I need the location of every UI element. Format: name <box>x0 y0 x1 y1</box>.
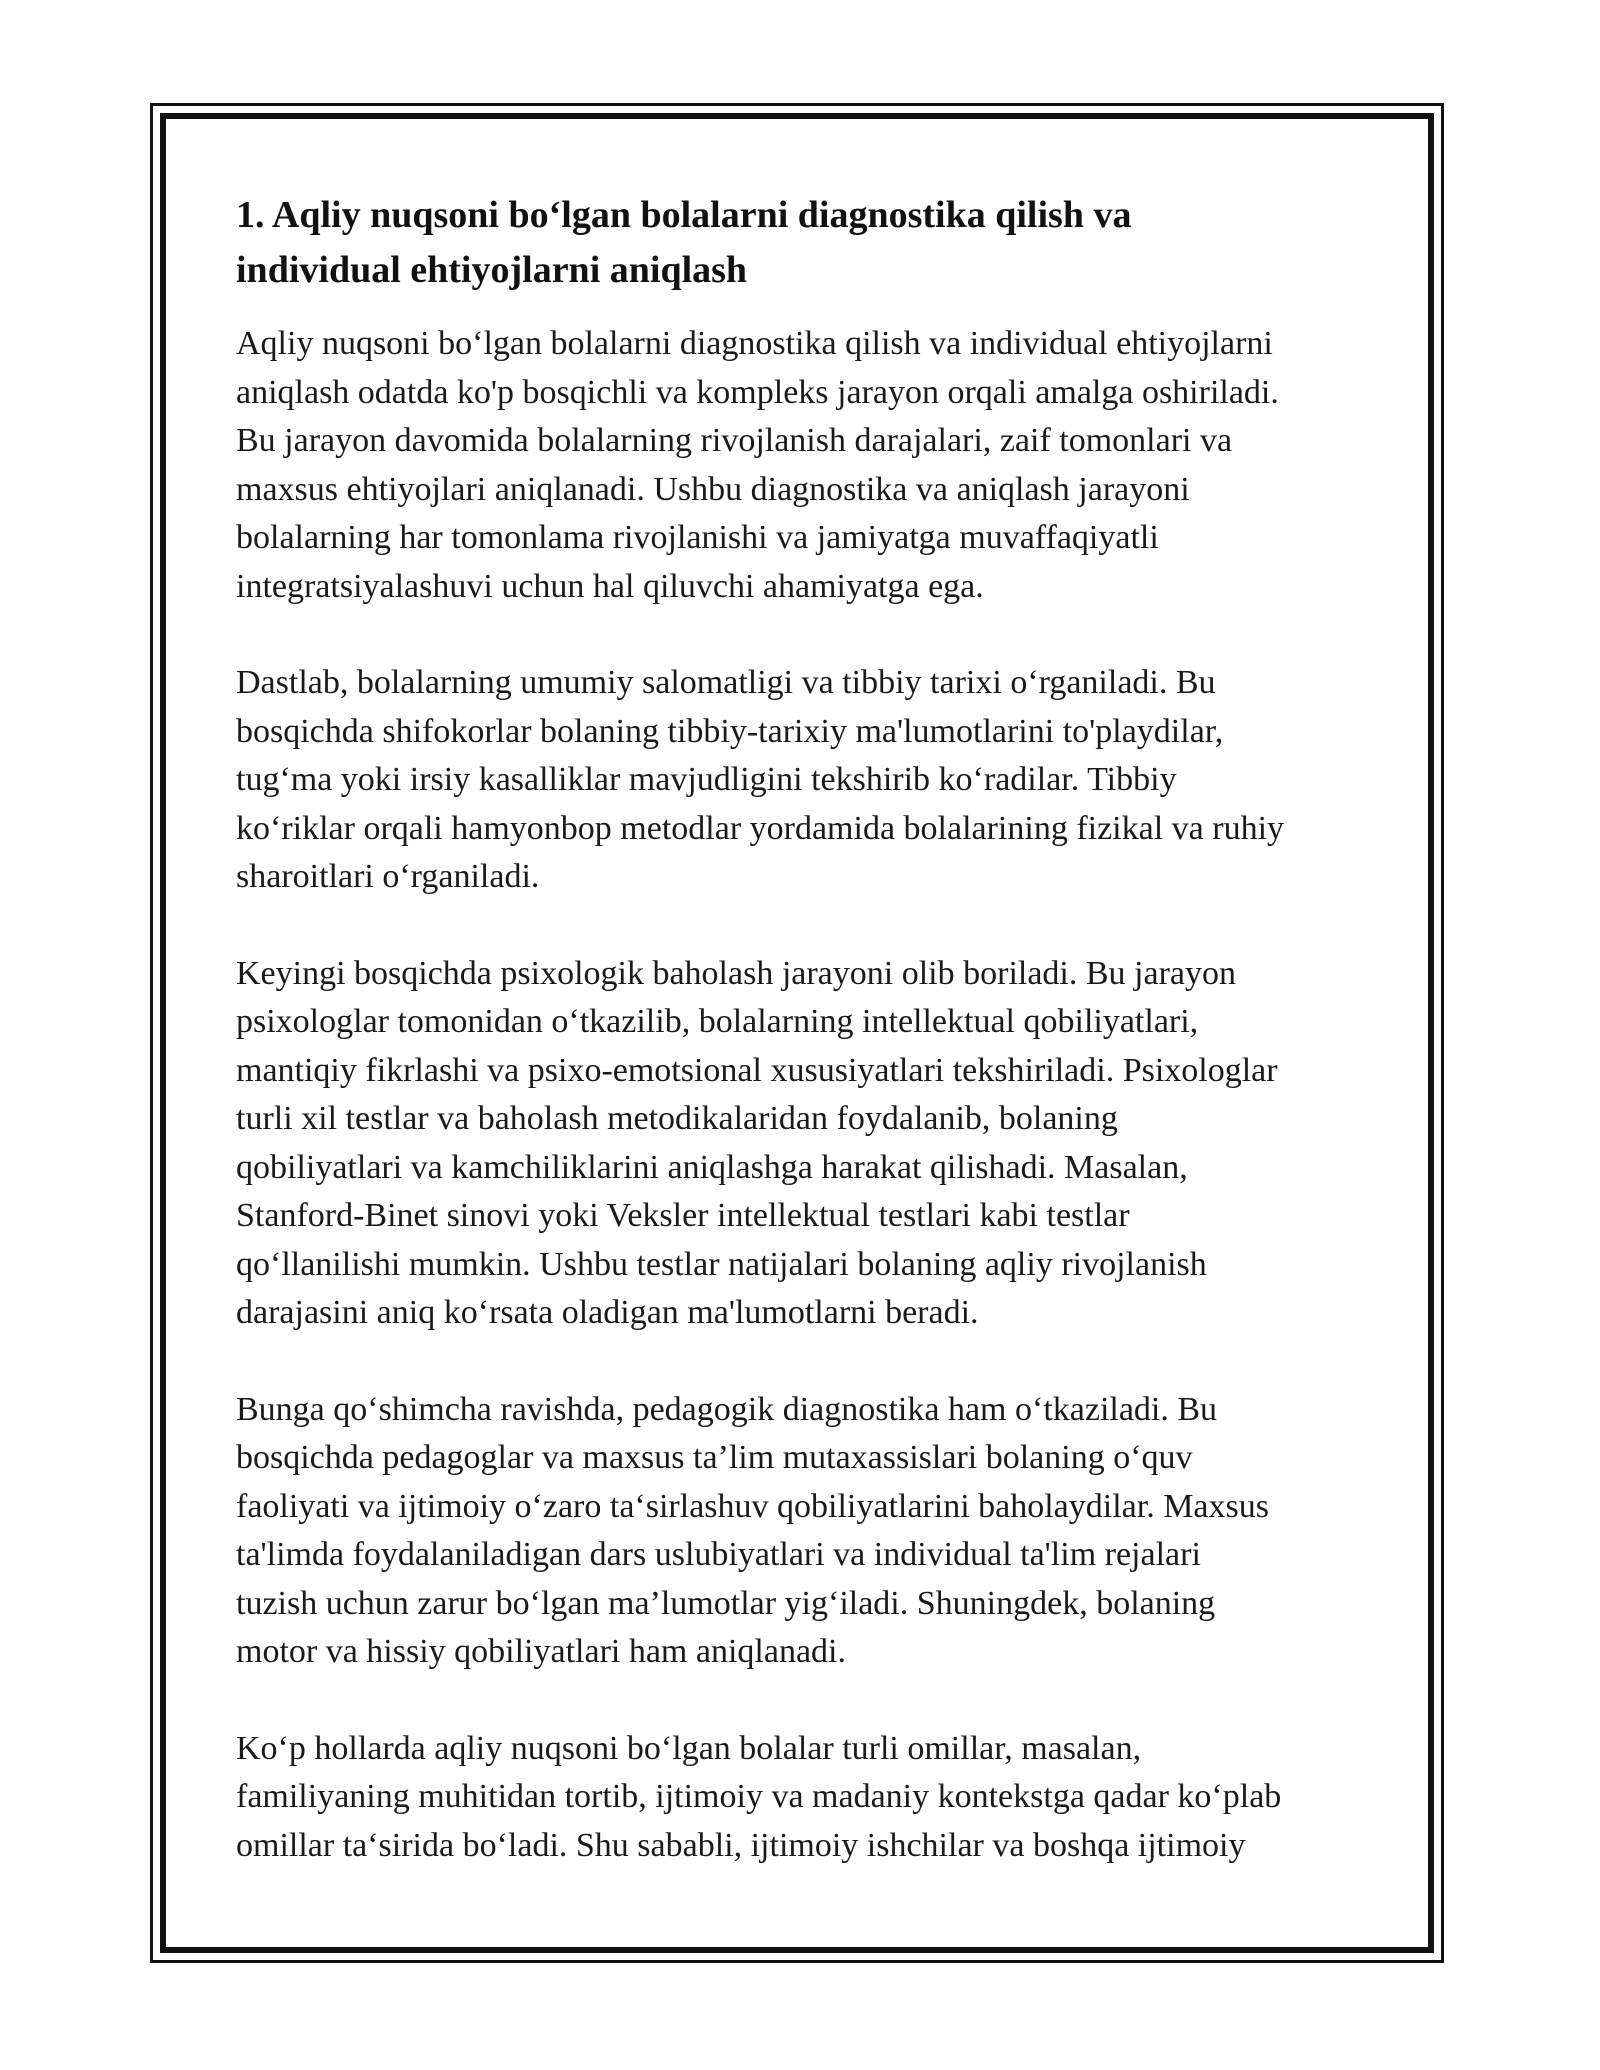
text-line: sharoitlari o‘rganiladi. <box>236 858 540 895</box>
text-line: Keyingi bosqichda psixologik baholash jarayoni olib boriladi. Bu jarayon <box>236 954 1236 992</box>
text-line: Stanford-Binet sinovi yoki Veksler intellektual testlari kabi testlar <box>236 1197 1130 1234</box>
text-line: integratsiyalashuvi uchun hal qiluvchi ahamiyatga ega. <box>236 567 984 605</box>
text-line: bosqichda shifokorlar bolaning tibbiy-tarixiy ma'lumotlarini to'playdilar, <box>236 712 1224 750</box>
text-line: Bu jarayon davomida bolalarning rivojlanish darajalari, zaif tomonlari va <box>236 422 1233 459</box>
text-line: motor va hissiy qobiliyatlari ham aniqlanadi. <box>236 1633 846 1670</box>
document-body <box>236 188 1376 1918</box>
text-line: tug‘ma yoki irsiy kasalliklar mavjudligini tekshirib ko‘radilar. Tibbiy <box>236 761 1177 798</box>
text-line: familiyaning muhitidan tortib, ijtimoiy va madaniy kontekstga qadar ko‘plab <box>236 1778 1282 1815</box>
text-line: mantiqiy fikrlashi va psixo-emotsional xususiyatlari tekshiriladi. Psixologlar <box>236 1051 1278 1089</box>
paragraph-pedagogical <box>236 1386 1376 1677</box>
paragraph-intro <box>236 320 1376 611</box>
text-line: bosqichda pedagoglar va maxsus ta’lim mutaxassislari bolaning o‘quv <box>236 1439 1193 1476</box>
text-line: qobiliyatlari va kamchiliklarini aniqlashga harakat qilishadi. Masalan, <box>236 1148 1188 1186</box>
text-line: faoliyati va ijtimoiy o‘zaro ta‘sirlashuv qobiliyatlarini baholaydilar. Maxsus <box>236 1487 1269 1525</box>
text-line: Aqliy nuqsoni bo‘lgan bolalarni diagnostika qilish va individual ehtiyojlarni <box>236 325 1273 362</box>
text-line: ta'limda foydalaniladigan dars uslubiyatlari va individual ta'lim rejalari <box>236 1536 1201 1573</box>
text-line: tuzish uchun zarur bo‘lgan ma’lumotlar yig‘iladi. Shuningdek, bolaning <box>236 1584 1216 1622</box>
text-line: bolalarning har tomonlama rivojlanishi va jamiyatga muvaffaqiyatli <box>236 519 1159 556</box>
heading-line: individual ehtiyojlarni aniqlash <box>236 249 748 291</box>
text-line: omillar ta‘sirida bo‘ladi. Shu sababli, ijtimoiy ishchilar va boshqa ijtimoiy <box>236 1826 1246 1864</box>
text-line: Ko‘p hollarda aqliy nuqsoni bo‘lgan bolalar turli omillar, masalan, <box>236 1729 1142 1767</box>
text-line: ko‘riklar orqali hamyonbop metodlar yordamida bolalarining fizikal va ruhiy <box>236 809 1285 847</box>
text-line: turli xil testlar va baholash metodikalaridan foydalanib, bolaning <box>236 1100 1118 1137</box>
text-line: Dastlab, bolalarning umumiy salomatligi va tibbiy tarixi o‘rganiladi. Bu <box>236 664 1216 701</box>
text-line: darajasini aniq ko‘rsata oladigan ma'lumotlarni beradi. <box>236 1294 979 1331</box>
paragraph-social <box>236 1725 1376 1871</box>
text-line: Bunga qo‘shimcha ravishda, pedagogik diagnostika ham o‘tkaziladi. Bu <box>236 1390 1218 1428</box>
text-line: qo‘llanilishi mumkin. Ushbu testlar natijalari bolaning aqliy rivojlanish <box>236 1245 1207 1283</box>
text-line: maxsus ehtiyojlari aniqlanadi. Ushbu diagnostika va aniqlash jarayoni <box>236 470 1190 508</box>
text-line: aniqlash odatda ko'p bosqichli va kompleks jarayon orqali amalga oshiriladi. <box>236 373 1279 411</box>
paragraph-medical <box>236 659 1376 902</box>
text-line: psixologlar tomonidan o‘tkazilib, bolalarning intellektual qobiliyatlari, <box>236 1003 1199 1040</box>
heading-line: 1. Aqliy nuqsoni bo‘lgan bolalarni diagnostika qilish va <box>236 194 1132 236</box>
section-heading <box>236 188 1376 298</box>
paragraph-psychological <box>236 950 1376 1338</box>
